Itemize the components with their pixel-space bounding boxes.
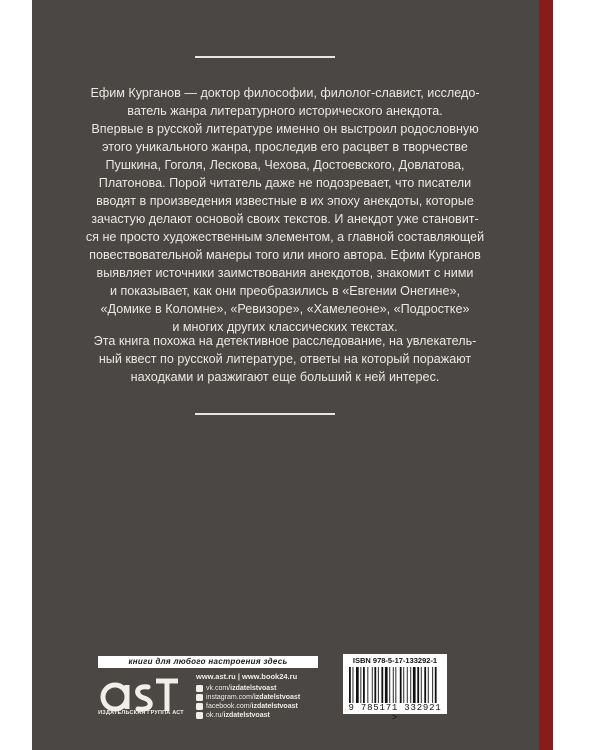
social-handle: izdatelstvoast: [251, 703, 298, 710]
text-line: Пушкина, Гоголя, Лескова, Чехова, Достоевского, Довлатова,: [105, 158, 465, 172]
social-handle: izdatelstvoast: [223, 712, 270, 719]
social-prefix: facebook.com/: [206, 703, 252, 710]
text-line: зачастую делают основой своих текстов. И анекдот уже становит-: [91, 212, 479, 226]
social-handle: izdatelstvoast: [253, 694, 301, 701]
social-link[interactable]: [196, 693, 300, 702]
social-link[interactable]: [196, 711, 300, 720]
spine-edge: [539, 0, 553, 750]
text-line: ся не просто художественным элементом, а главной составляющей: [85, 230, 485, 244]
social-handle: izdatelstvoast: [230, 685, 277, 692]
text-line: и показывает, как они преобразились в «Евгении Онегине»,: [109, 284, 461, 298]
top-divider: [195, 56, 335, 58]
text-line: и многих других классических текстах.: [172, 320, 398, 334]
vk-icon: [196, 685, 203, 692]
text-line: ный квест по русской литературе, ответы на который поражают: [98, 352, 472, 366]
instagram-icon: [196, 694, 203, 701]
social-links: [196, 684, 300, 720]
summary-paragraph: [50, 332, 520, 386]
text-line: ватель жанра литературного исторического анекдота.: [127, 104, 443, 118]
text-line: «Домике в Коломне», «Ревизоре», «Хамелеоне», «Подростке»: [100, 302, 470, 316]
social-link[interactable]: [196, 684, 300, 693]
publisher-websites[interactable]: www.ast.ru | www.book24.ru: [196, 672, 298, 681]
isbn-label: ISBN 978-5-17-133292-1: [352, 656, 438, 665]
publisher-slogan: книги для любого настроения здесь: [98, 656, 318, 668]
logo-caption: ИЗДАТЕЛЬСКАЯ ГРУППА АСТ: [98, 710, 184, 716]
barcode-icon: [349, 667, 441, 703]
text-line: выявляет источники заимствования анекдотов, знакомит с ними: [96, 266, 474, 280]
text-line: находками и разжигают еще больший к ней интерес.: [130, 370, 440, 384]
barcode-digits: 9 785171 332921 >: [348, 703, 442, 723]
ok-icon: [196, 712, 203, 719]
barcode-panel: [343, 654, 447, 723]
social-prefix: instagram.com/: [206, 694, 254, 701]
text-line: повествовательной манеры того или иного автора. Ефим Курганов: [89, 248, 481, 262]
facebook-icon: [196, 703, 203, 710]
social-prefix: ok.ru/: [206, 712, 224, 719]
text-line: Впервые в русской литературе именно он выстроил родословную: [91, 122, 479, 136]
social-link[interactable]: [196, 702, 300, 711]
description-paragraph: [50, 84, 520, 336]
text-line: вводят в произведения известные в их эпоху анекдоты, которые: [96, 194, 474, 208]
middle-divider: [195, 413, 335, 415]
text-line: Платонова. Порой читатель даже не подозревает, что писатели: [98, 176, 472, 190]
text-line: Эта книга похожа на детективное расследование, на увлекатель-: [93, 334, 477, 348]
social-prefix: vk.com/: [206, 685, 231, 692]
text-line: Ефим Курганов — доктор философии, филолог-славист, исследо-: [90, 86, 480, 100]
text-line: этого уникального жанра, проследив его расцвет в творчестве: [102, 140, 468, 154]
